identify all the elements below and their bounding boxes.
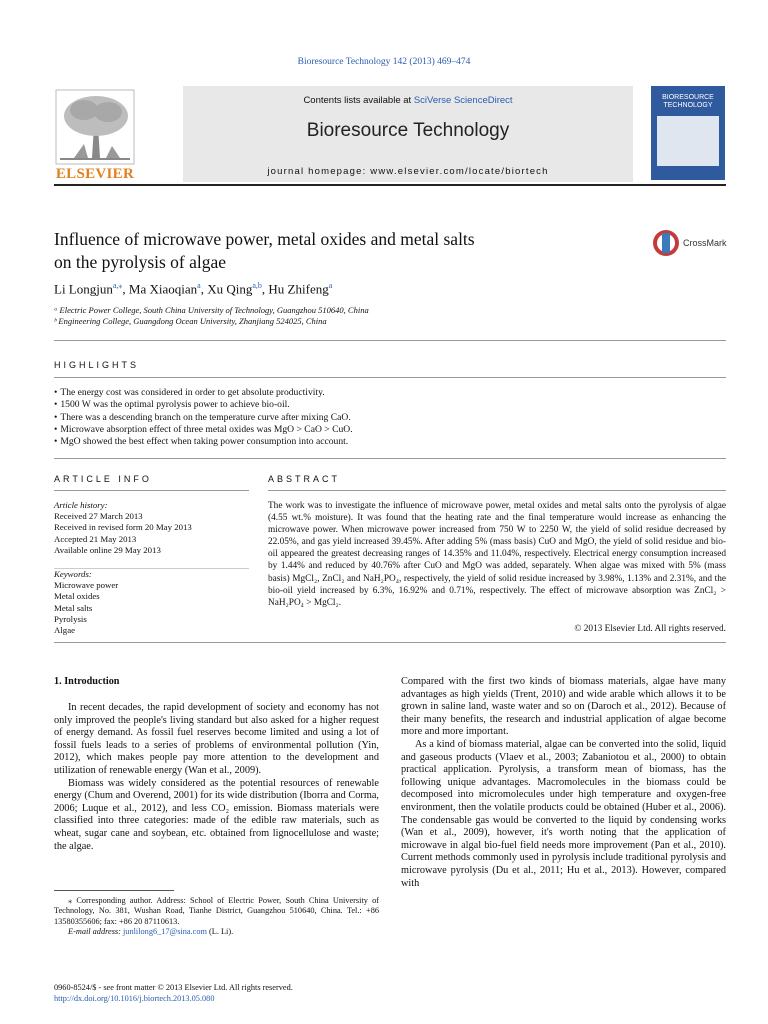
corresponding-author-footnote [54,896,379,938]
section-rule [54,642,726,643]
section-rule [54,458,726,459]
history-label: Article history: [54,500,108,510]
highlight-item: • There was a descending branch on the temperature curve after mixing CaO. [54,412,694,424]
keyword: Metal salts [54,602,93,613]
history-item: Received in revised form 20 May 2013 [54,522,192,533]
highlight-item: • MgO showed the best effect when taking power consumption into account. [54,436,694,448]
abstract-rule [268,490,726,491]
email-link[interactable]: junlilong6_17@sina.com [123,927,207,937]
introduction-heading: 1. Introduction [54,676,120,687]
history-item: Accepted 21 May 2013 [54,533,137,544]
history-item: Available online 29 May 2013 [54,544,161,555]
email-suffix: (L. Li). [206,927,234,937]
body-paragraph: As a kind of biomass material, algae can be converted into the solid, liquid and gaseous products (Vlaev et al., 2003; Zabaniotou et al., 2000) to obtain practical application. Pyrolysis, a transform mean of biomass, has the following unique advantages. Macromolecules in the biomass could be decomposed into micromolecules under high temperature and oxygen-free environment, then the volatile products could be obtained (Huber et al., 2006). The condensable gas would be converted to the liquid by condensing works (Wan et al., 2009), however, it's worth noting that the application of microwave in algal bio-fuel field needs more improvement (Pan et al., 2010). Current methods commonly used in pyrolysis include traditional pyrolysis and microwave pyrolysis (Du et al., 2011; Hu et al., 2013). However, compared with [401,738,726,889]
abstract-heading: ABSTRACT [268,474,341,484]
cover-title: BIORESOURCE TECHNOLOGY [662,94,714,109]
body-column-left [54,702,379,853]
doi-link[interactable]: http://dx.doi.org/10.1016/j.biortech.2013.05.080 [54,993,215,1003]
article-title: Influence of microwave power, metal oxides and metal salts on the pyrolysis of algae [54,229,475,272]
author-affiliation-mark[interactable]: a,b [252,281,262,290]
front-matter [54,983,293,1004]
author-name: Hu Zhifeng [268,281,329,297]
author-name: Li Longjun [54,281,113,297]
abstract-copyright: © 2013 Elsevier Ltd. All rights reserved. [574,624,726,634]
author-affiliation-mark[interactable]: a,⁎ [112,281,123,290]
author-name: Ma Xiaoqian [128,281,198,297]
abstract-text: The work was to investigate the influence of microwave power, metal oxides and metal salts onto the pyrolysis of algae (4.55 wt.% moisture). It was found that the heating rate and the final temperature would increase as enhancing the microwave power. When microwave power increased from 750 W to 2250 W, the yield of solid residue decreased by 22.05%, and gas yield increased 39.45%. After adding 5% (mass basis) CuO and MgO, the yield of solid residue and bio-oil appeared the greatest decreasing ranges of 14.35% and 11.04%, respectively. Electrical energy consumption increased by 1.44% and reduced by 40.76% after CuO and MgO was added, separately. When algae was mixed with 5% (mass basis) MgCl₂, ZnCl₂ and NaH₂PO₄, respectively, the yield of solid residue increased by 3.98%, 1.13% and 2.31%, and the bio-oil yield increased by 6.3%, 16.92% and 0.71%, respectively. The effect of microwave absorption was ZnCl₂ > NaH₂PO₄ > MgCl₂. [268,501,726,608]
body-paragraph: In recent decades, the rapid development of society and economy has not only improved the people's living standard but also asked for a higher request of energy demand. As fossil fuel reserves become limited and using a lot of fossil fuels leads to a series of problems of environmental pollution (Yin, 2012), which makes people pay more attention to the development and utilization of renewable energy (Wan et al., 2009). [54,702,379,776]
highlights-heading: HIGHLIGHTS [54,360,140,370]
cover-panel [657,116,719,166]
section-rule [54,340,726,341]
highlights-list [54,387,694,448]
header-rule [54,184,726,186]
keywords-label: Keywords: [54,569,92,579]
footnote-text: ⁎ Corresponding author. Address: School of Electric Power, South China University of Technology, No. 381, Wushan Road, Tianhe District, Guangzhou 510640, China. Tel.: +86 13580355606; fax: +86 20 87110613. [54,896,379,926]
email-label: E-mail address: [68,927,123,937]
author-affiliation-mark[interactable]: a [328,281,333,290]
journal-citation[interactable]: Bioresource Technology 142 (2013) 469–474 [297,57,471,67]
highlight-item: • The energy cost was considered in order to get absolute productivity. [54,387,694,399]
article-history [54,500,254,556]
affiliation-a: ᵃ Electric Power College, South China University of Technology, Guangzhou 510640, China [54,305,369,315]
affiliation-b: ᵇ Engineering College, Guangdong Ocean University, Zhanjiang 524025, China [54,316,327,326]
keyword: Pyrolysis [54,613,87,624]
crossmark-label[interactable]: CrossMark [683,238,727,248]
contents-available-line: Contents lists available at SciVerse ScienceDirect [303,95,513,106]
issn-line: 0960-8524/$ - see front matter © 2013 Elsevier Ltd. All rights reserved. [54,983,293,992]
sciencedirect-link[interactable]: SciVerse ScienceDirect [413,95,513,106]
author-affiliation-mark[interactable]: a [197,281,201,290]
keyword: Algae [54,625,76,636]
elsevier-wordmark: ELSEVIER [55,166,135,182]
journal-cover-thumbnail[interactable] [651,86,725,180]
body-paragraph: Biomass was widely considered as the potential resources of renewable energy (Chum and Overend, 2001) for its wide distribution (Iborra and Corma, 2006; Luque et al., 2012), and less CO₂ emission. Biomass materials were classified into three categories: made of the edible raw materials, such as wheat, sugar cane and soybean, etc. obtained from lignocellulose and waste; the algae. [54,777,379,852]
homepage-link[interactable]: www.elsevier.com/locate/biortech [370,166,549,177]
body-paragraph: Compared with the first two kinds of biomass materials, algae have many advantages as high yields (Trent, 2010) and wide arable which allows it to be grown in saline land, waste water and so on (Daroch et al., 2012). Because of their many benefits, the research and industrial application of algae become more and more important. [401,676,726,738]
body-column-right [401,676,726,890]
author-list: Li Longjun$^{a,⁎}$, Ma Xiaoqian$^a$, Xu Qing$^{a,b}$, Hu Zhifeng$^a$ [54,281,333,297]
keywords [54,569,254,636]
author-name: Xu Qing [207,281,253,297]
history-item: Received 27 March 2013 [54,511,143,522]
keyword: Metal oxides [54,591,100,602]
keyword: Microwave power [54,580,119,591]
highlight-item: • 1500 W was the optimal pyrolysis power to achieve bio-oil. [54,399,694,411]
journal-title: Bioresource Technology [306,120,510,141]
highlights-rule [54,377,726,378]
journal-homepage: journal homepage: www.elsevier.com/locate/biortech [267,166,549,177]
article-info-heading: ARTICLE INFO [54,474,152,484]
highlight-item: • Microwave absorption effect of three metal oxides was MgO > CaO > CuO. [54,424,694,436]
footnote-rule [54,890,174,891]
article-info-rule [54,490,249,491]
